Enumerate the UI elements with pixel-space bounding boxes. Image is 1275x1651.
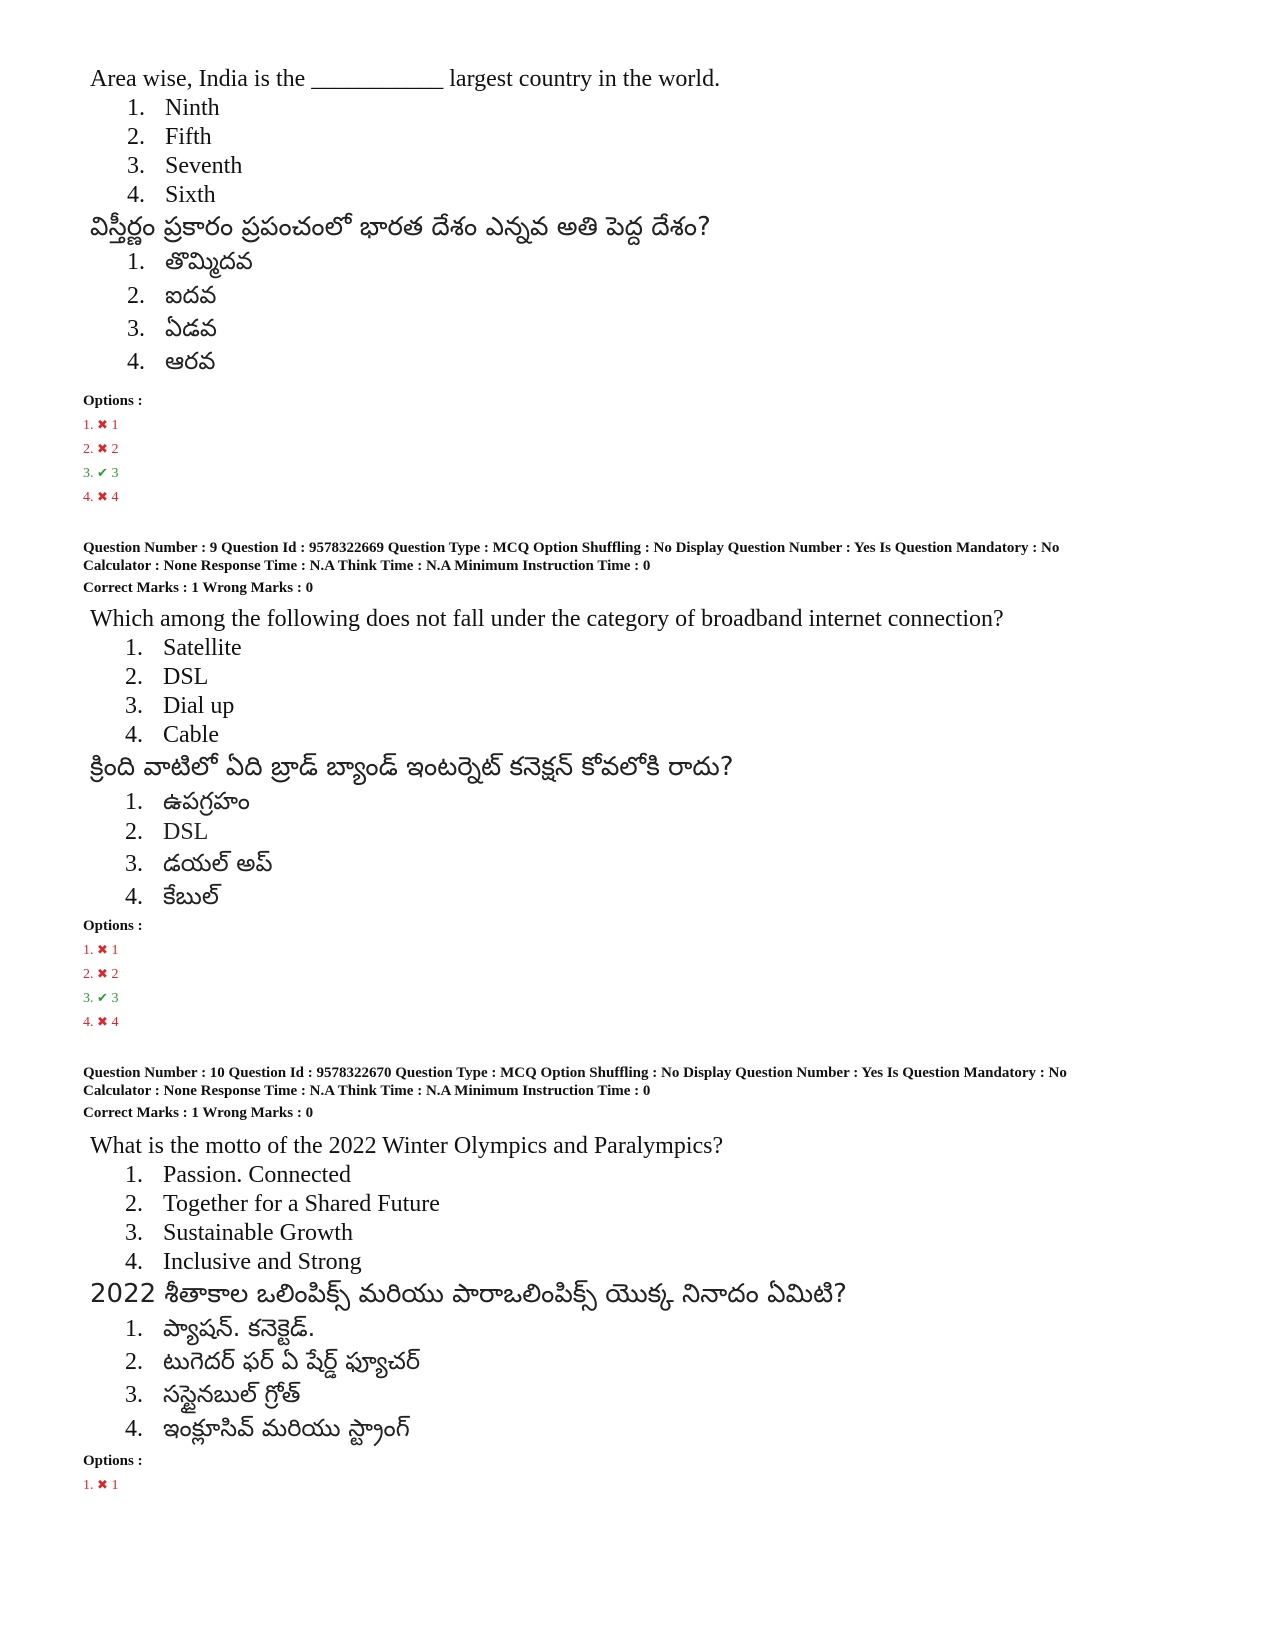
q9-answer-1: 1. ✖ 1 (83, 942, 119, 958)
q8-answer-4: 4. ✖ 4 (83, 489, 119, 505)
q10-option-en-1: 1. Passion. Connected (125, 1162, 351, 1188)
q8-options-label: Options : (83, 393, 143, 409)
check-icon: ✔ (97, 990, 108, 1005)
q10-marks: Correct Marks : 1 Wrong Marks : 0 (83, 1105, 314, 1121)
q8-answer-3: 3. ✔ 3 (83, 465, 119, 481)
q8-option-en-3: 3. Seventh (127, 153, 243, 179)
q8-option-te-2: 2. ఐదవ (127, 281, 217, 309)
q9-option-te-2: 2. DSL (125, 819, 209, 845)
q9-marks: Correct Marks : 1 Wrong Marks : 0 (83, 580, 314, 596)
q9-option-en-1: 1. Satellite (125, 635, 242, 661)
q9-question-en: Which among the following does not fall under the category of broadband internet connection? (90, 606, 1004, 632)
cross-icon: ✖ (97, 417, 108, 432)
q9-option-te-4: 4. కేబుల్ (125, 882, 219, 910)
q9-answer-4: 4. ✖ 4 (83, 1014, 119, 1030)
q8-option-te-3: 3. ఏడవ (127, 314, 217, 342)
q10-meta-line-1: Question Number : 10 Question Id : 9578322670 Question Type : MCQ Option Shuffling : No Display Question Number : Yes Is Question Mandatory : No (83, 1065, 1067, 1081)
cross-icon: ✖ (97, 1014, 108, 1029)
q10-meta-line-2: Calculator : None Response Time : N.A Think Time : N.A Minimum Instruction Time : 0 (83, 1083, 651, 1099)
q9-option-en-3: 3. Dial up (125, 693, 235, 719)
q8-option-en-1: 1. Ninth (127, 95, 220, 121)
q9-meta-line-2: Calculator : None Response Time : N.A Think Time : N.A Minimum Instruction Time : 0 (83, 558, 651, 574)
cross-icon: ✖ (97, 1477, 108, 1492)
q9-option-te-3: 3. డయల్ అప్ (125, 849, 273, 877)
q8-answer-1: 1. ✖ 1 (83, 417, 119, 433)
q9-option-te-1: 1. ఉపగ్రహం (125, 787, 250, 815)
q10-options-label: Options : (83, 1453, 143, 1469)
q8-option-en-4: 4. Sixth (127, 182, 216, 208)
q8-option-en-2: 2. Fifth (127, 124, 212, 150)
q10-option-te-3: 3. సస్టైనబుల్ గ్రోత్ (125, 1380, 301, 1408)
q10-answer-1: 1. ✖ 1 (83, 1477, 119, 1493)
q10-option-te-1: 1. ప్యాషన్. కనెక్టెడ్. (125, 1314, 316, 1342)
q8-answer-2: 2. ✖ 2 (83, 441, 119, 457)
q8-question-te: విస్తీర్ణం ప్రకారం ప్రపంచంలో భారత దేశం ఎన్నవ అతి పెద్ద దేశం? (90, 212, 711, 242)
cross-icon: ✖ (97, 489, 108, 504)
q9-option-en-4: 4. Cable (125, 722, 219, 748)
q10-option-en-4: 4. Inclusive and Strong (125, 1249, 362, 1275)
q10-option-te-2: 2. టుగెదర్ ఫర్ ఏ షేర్డ్ ఫ్యూచర్ (125, 1347, 421, 1375)
q10-option-en-3: 3. Sustainable Growth (125, 1220, 353, 1246)
q9-answer-2: 2. ✖ 2 (83, 966, 119, 982)
check-icon: ✔ (97, 465, 108, 480)
q9-answer-3: 3. ✔ 3 (83, 990, 119, 1006)
q10-question-te: 2022 శీతాకాల ఒలింపిక్స్ మరియు పారాఒలింపిక్స్ యొక్క నినాదం ఏమిటి? (90, 1279, 847, 1309)
q9-meta-line-1: Question Number : 9 Question Id : 9578322669 Question Type : MCQ Option Shuffling : No Display Question Number : Yes Is Question Mandatory : No (83, 540, 1060, 556)
q9-option-en-2: 2. DSL (125, 664, 209, 690)
q9-options-label: Options : (83, 918, 143, 934)
q8-option-te-4: 4. ఆరవ (127, 347, 216, 375)
q10-question-en: What is the motto of the 2022 Winter Olympics and Paralympics? (90, 1133, 724, 1159)
cross-icon: ✖ (97, 966, 108, 981)
q8-question-en: Area wise, India is the ___________ largest country in the world. (90, 66, 721, 92)
cross-icon: ✖ (97, 942, 108, 957)
cross-icon: ✖ (97, 441, 108, 456)
q9-question-te: క్రింది వాటిలో ఏది బ్రాడ్ బ్యాండ్ ఇంటర్నెట్ కనెక్షన్ కోవలోకి రాదు? (90, 752, 734, 782)
q10-option-en-2: 2. Together for a Shared Future (125, 1191, 440, 1217)
q10-option-te-4: 4. ఇంక్లూసివ్ మరియు స్ట్రాంగ్ (125, 1414, 410, 1442)
q8-option-te-1: 1. తొమ్మిదవ (127, 247, 253, 275)
